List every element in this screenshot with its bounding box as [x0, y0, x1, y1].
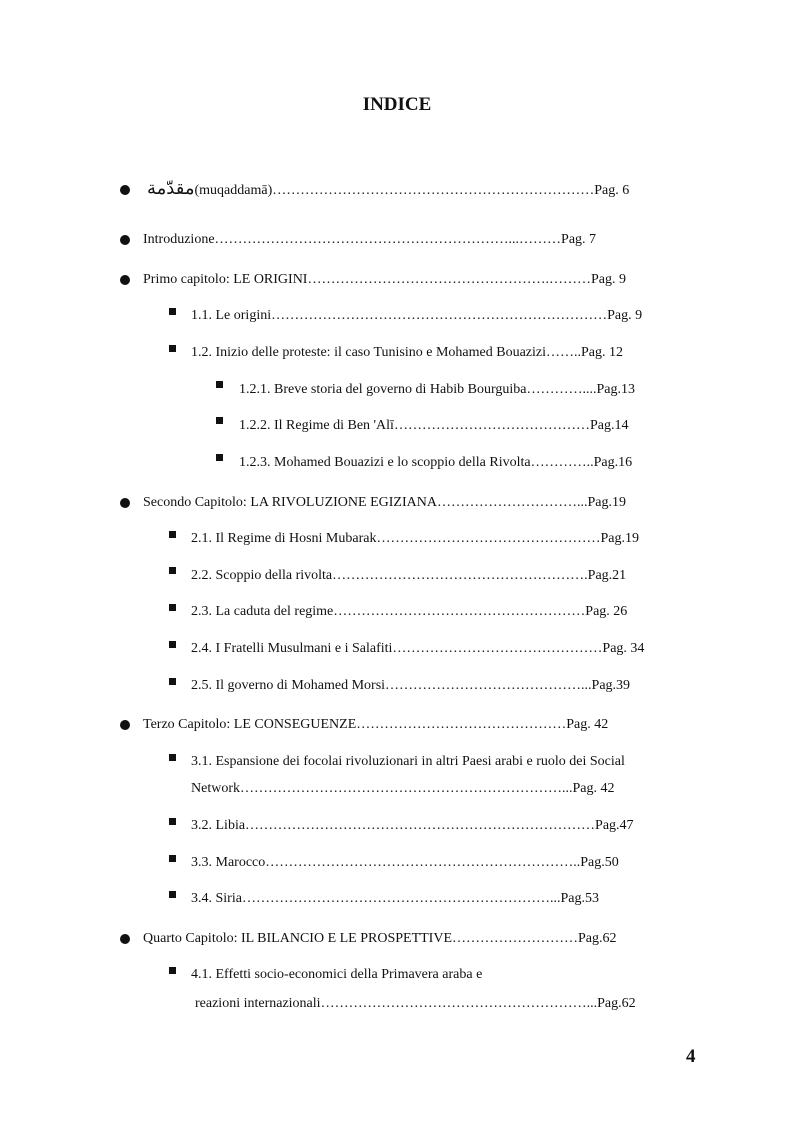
toc-entry-secondo-capitolo[interactable] [143, 494, 693, 512]
bullet-dot [120, 185, 130, 195]
page-ref: Pag.39 [591, 678, 631, 693]
page-ref: Pag.50 [580, 855, 619, 870]
page-ref: Pag.47 [595, 818, 634, 833]
bullet-square [169, 967, 176, 974]
entry-text: 2.1. Il Regime di Hosni Mubarak [191, 531, 377, 546]
entry-text: 2.4. I Fratelli Musulmani e i Salafiti [191, 641, 393, 656]
bullet-dot [120, 498, 130, 508]
page-number: 4 [686, 1046, 696, 1067]
page-ref: Pag.14 [589, 418, 629, 433]
entry-text-continuation: reazioni internazionali [195, 996, 321, 1011]
page-ref: Pag.16 [593, 455, 633, 470]
leader-dots: ……………………………………… [356, 717, 567, 732]
entry-text: Secondo Capitolo: LA RIVOLUZIONE EGIZIANA [143, 495, 437, 510]
toc-entry-2-1[interactable] [191, 530, 696, 548]
page-ref: Pag.62 [578, 931, 617, 946]
toc-entry-quarto-capitolo[interactable] [143, 930, 695, 948]
bullet-square [216, 381, 223, 388]
entry-text: Primo capitolo: LE ORIGINI [143, 272, 308, 287]
toc-entry-primo-capitolo[interactable] [143, 271, 688, 289]
leader-dots: …….. [546, 345, 581, 360]
leader-dots: …………………………... [436, 495, 588, 510]
entry-text: 1.2.3. Mohamed Bouazizi e lo scoppio della Rivolta [239, 455, 531, 470]
leader-dots: ……………………………………………… [333, 604, 586, 619]
leader-dots: ………………………………………………………………… [245, 818, 596, 833]
leader-dots: ……………………………………… [392, 641, 603, 656]
entry-text-continuation: Network [191, 781, 240, 796]
leader-dots: ………….... [526, 382, 597, 397]
bullet-square [169, 678, 176, 685]
page-ref: Pag. 9 [590, 272, 626, 287]
bullet-dot [120, 235, 130, 245]
toc-entry-introduzione[interactable] [143, 231, 688, 249]
bullet-square [169, 891, 176, 898]
leader-dots: ………….. [530, 455, 594, 470]
page-ref: Pag. 34 [602, 641, 645, 656]
page-ref: Pag.53 [560, 891, 599, 906]
leader-dots: …………………………………………….……… [307, 272, 591, 287]
page-ref: Pag.13 [596, 382, 635, 397]
toc-entry-3-3[interactable] [191, 854, 696, 872]
entry-text: Quarto Capitolo: IL BILANCIO E LE PROSPETTIVE [143, 931, 453, 946]
bullet-dot [120, 275, 130, 285]
bullet-square [169, 754, 176, 761]
leader-dots: ………………………………………………………...……… [214, 232, 562, 247]
page-ref: Pag.19 [600, 531, 639, 546]
toc-entry-4-1[interactable] [191, 966, 696, 984]
entry-text: 1.2.2. Il Regime di Ben 'Alī [239, 418, 394, 433]
entry-text: (muqaddamā) [194, 183, 273, 198]
bullet-square [169, 818, 176, 825]
toc-entry-1-2[interactable] [191, 344, 696, 362]
leader-dots: …………………………………… [393, 418, 590, 433]
entry-text: 2.5. Il governo di Mohamed Morsi [191, 678, 386, 693]
toc-entry-3-4[interactable] [191, 890, 696, 908]
entry-text: 1.2. Inizio delle proteste: il caso Tunisino e Mohamed Bouazizi [191, 345, 546, 360]
toc-entry-2-4[interactable] [191, 640, 696, 658]
entry-text: 4.1. Effetti socio-economici della Primavera araba e [191, 967, 483, 982]
toc-entry-premessa[interactable] [147, 180, 682, 200]
bullet-square [169, 567, 176, 574]
toc-entry-3-2[interactable] [191, 817, 696, 835]
toc-entry-2-5[interactable] [191, 677, 696, 695]
entry-text: 3.4. Siria [191, 891, 242, 906]
page-ref: Pag. 42 [572, 781, 615, 796]
entry-text: 1.1. Le origini [191, 308, 272, 323]
bullet-square [169, 855, 176, 862]
toc-entry-3-1[interactable] [191, 753, 696, 771]
toc-entry-1-1[interactable] [191, 307, 691, 325]
leader-dots: …………………………………………………………... [241, 891, 561, 906]
entry-text: 2.3. La caduta del regime [191, 604, 334, 619]
leader-dots: …………………………………………………... [320, 996, 598, 1011]
toc-entry-1-2-3[interactable] [239, 454, 694, 472]
toc-entry-1-2-2[interactable] [239, 417, 694, 435]
leader-dots: ……………………………………………………………… [271, 308, 608, 323]
leader-dots: …………………………………………………………… [272, 183, 595, 198]
bullet-dot [120, 934, 130, 944]
page-ref: Pag. 42 [566, 717, 609, 732]
toc-entry-terzo-capitolo[interactable] [143, 716, 693, 734]
entry-text: 3.2. Libia [191, 818, 246, 833]
entry-text: 1.2.1. Breve storia del governo di Habib Bourguiba [239, 382, 527, 397]
toc-entry-4-1-continuation[interactable] [195, 995, 695, 1013]
bullet-square [169, 308, 176, 315]
bullet-square [169, 641, 176, 648]
leader-dots: ……………………………………………………………... [240, 781, 573, 796]
toc-entry-3-1-continuation[interactable] [191, 780, 696, 798]
leader-dots: ………………………………………………………….. [265, 855, 581, 870]
toc-entry-2-2[interactable] [191, 567, 696, 585]
leader-dots: ……………………… [452, 931, 579, 946]
page-ref: Pag.62 [597, 996, 636, 1011]
bullet-square [216, 417, 223, 424]
arabic-title: مقدّمة [147, 180, 195, 199]
entry-text: Introduzione [143, 232, 215, 247]
toc-entry-1-2-1[interactable] [239, 381, 689, 399]
entry-text: Terzo Capitolo: LE CONSEGUENZE [143, 717, 357, 732]
page-ref: Pag. 6 [594, 183, 630, 198]
page-ref: Pag. 12 [581, 345, 623, 360]
leader-dots: ………………………………………………. [332, 568, 588, 583]
bullet-square [169, 604, 176, 611]
bullet-square [169, 345, 176, 352]
page-title: INDICE [362, 94, 432, 115]
bullet-square [216, 454, 223, 461]
page-ref: Pag.21 [587, 568, 627, 583]
toc-entry-2-3[interactable] [191, 603, 696, 621]
leader-dots: ………………………………………… [376, 531, 601, 546]
entry-text: 3.3. Marocco [191, 855, 266, 870]
leader-dots: ……………………………………... [385, 678, 592, 693]
entry-text: 2.2. Scoppio della rivolta [191, 568, 333, 583]
page-ref: Pag. 26 [585, 604, 628, 619]
page-ref: Pag. 9 [607, 308, 643, 323]
entry-text: 3.1. Espansione dei focolai rivoluzionari in altri Paesi arabi e ruolo dei Social [191, 754, 625, 769]
bullet-square [169, 531, 176, 538]
bullet-dot [120, 720, 130, 730]
page-ref: Pag. 7 [561, 232, 597, 247]
page-ref: Pag.19 [587, 495, 626, 510]
